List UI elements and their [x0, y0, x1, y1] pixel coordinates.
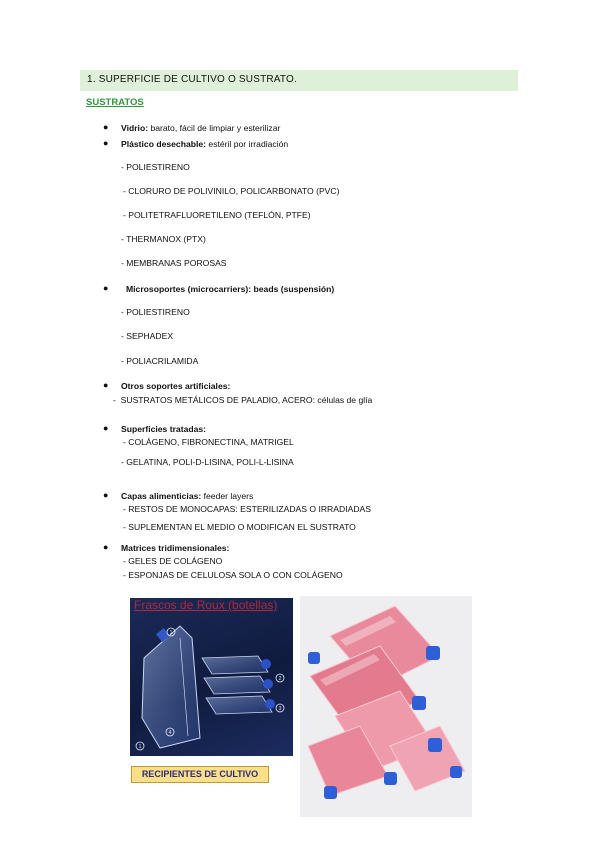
- callout-label: 1: [138, 744, 142, 750]
- callout-label: 2: [278, 676, 282, 682]
- sub-item: - POLIESTIRENO: [121, 162, 190, 172]
- sub-item: - SEPHADEX: [121, 331, 174, 341]
- bullet-icon: ●: [103, 283, 109, 293]
- bullet-icon: ●: [103, 138, 109, 148]
- sub-item: - POLIESTIRENO: [121, 307, 190, 317]
- bullet-icon: ●: [103, 122, 109, 132]
- figure-caption: RECIPIENTES DE CULTIVO: [131, 766, 269, 783]
- sub-item: - CLORURO DE POLIVINILO, POLICARBONATO (PVC): [123, 186, 340, 196]
- roux-flasks-image: [130, 598, 293, 756]
- bullet-icon: ●: [103, 542, 109, 552]
- list-item: Otros soportes artificiales:: [121, 381, 231, 391]
- sub-item: - ESPONJAS DE CELULOSA SOLA O CON COLÁGENO: [123, 570, 343, 580]
- list-item: Microsoportes (microcarriers): beads (suspensión): [126, 284, 335, 294]
- callout-label: 3: [278, 706, 282, 712]
- sub-item: - POLIACRILAMIDA: [121, 356, 199, 366]
- sub-item: - RESTOS DE MONOCAPAS: ESTERILIZADAS O IRRADIADAS: [123, 504, 371, 514]
- culture-flasks-photo: [300, 596, 472, 817]
- callout-label: 1: [169, 630, 173, 636]
- list-item: Capas alimenticias: feeder layers: [121, 491, 254, 501]
- bullet-icon: ●: [103, 490, 109, 500]
- bullet-icon: ●: [103, 380, 109, 390]
- sub-item: - SUSTRATOS METÁLICOS DE PALADIO, ACERO: células de glía: [113, 395, 373, 405]
- list-item: Plástico desechable: estéril por irradiación: [121, 139, 289, 149]
- list-item: Vidrio: barato, fácil de limpiar y esterilizar: [121, 123, 281, 133]
- bullet-icon: ●: [103, 423, 109, 433]
- sub-item: - SUPLEMENTAN EL MEDIO O MODIFICAN EL SUSTRATO: [123, 522, 356, 532]
- sub-item: - GELATINA, POLI-D-LISINA, POLI-L-LISINA: [121, 457, 294, 467]
- sub-item: - MEMBRANAS POROSAS: [121, 258, 227, 268]
- sub-item: - COLÁGENO, FIBRONECTINA, MATRIGEL: [123, 437, 294, 447]
- figure-title: Frascos de Roux (botellas): [134, 598, 278, 612]
- subheading: SUSTRATOS: [86, 97, 144, 108]
- list-item: Matrices tridimensionales:: [121, 543, 230, 553]
- section-heading: 1. SUPERFICIE DE CULTIVO O SUSTRATO.: [87, 74, 298, 85]
- sub-item: - GELES DE COLÁGENO: [123, 556, 223, 566]
- sub-item: - POLITETRAFLUORETILENO (TEFLÓN, PTFE): [123, 210, 311, 220]
- list-item: Superficies tratadas:: [121, 424, 207, 434]
- callout-label: 4: [168, 730, 172, 736]
- sub-item: - THERMANOX (PTX): [121, 234, 206, 244]
